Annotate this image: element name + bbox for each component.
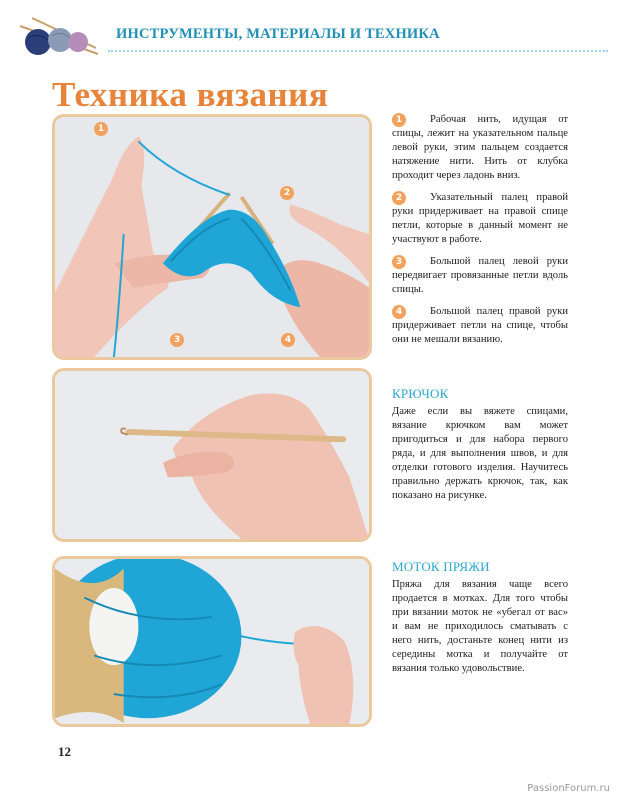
- step-item: [392, 255, 568, 297]
- header-yarn-logo: [12, 8, 102, 58]
- crochet-hook-photo: [52, 368, 372, 542]
- step-item: [392, 191, 568, 247]
- knitting-hands-photo: [52, 114, 372, 360]
- step-number-badge: 4: [392, 305, 406, 319]
- step-item: [392, 113, 568, 183]
- step-text: Рабочая нить, идущая от спицы, лежит на указательном пальце левой руки, этим пальцем создается натяжение нити. Нить от клубка проходит через ладонь вниз.: [392, 114, 568, 181]
- photo-marker-2: 2: [280, 186, 294, 200]
- photo-marker-3: 3: [170, 333, 184, 347]
- crochet-section-title: КРЮЧОК: [392, 386, 449, 401]
- yarn-section-body: Пряжа для вязания чаще всего продается в мотках. Для того чтобы при вязании моток не «убегал от вас» и вам не приходилось сматывать с него нить, достаньте конец нити из середины мотка и получайте от вязания только удовольствие.: [392, 579, 568, 674]
- yarn-section: [392, 559, 568, 676]
- crochet-section: [392, 386, 568, 503]
- step-text: Большой палец левой руки передвигает провязанные петли вдоль спицы.: [392, 256, 568, 295]
- steps-list: [392, 113, 568, 355]
- step-text: Большой палец правой руки придерживает петли на спице, чтобы они не мешали вязанию.: [392, 306, 568, 345]
- step-number-badge: 1: [392, 113, 406, 127]
- step-item: [392, 305, 568, 347]
- crochet-section-body: Даже если вы вяжете спицами, вязание крючком вам может пригодиться и для набора первого ряда, и для выполнения швов, и для отделки готового изделия. Научитесь правильно держать крючок, так, как показано на рисунке.: [392, 406, 568, 501]
- watermark: PassionForum.ru: [527, 783, 610, 794]
- header-section-title: ИНСТРУМЕНТЫ, МАТЕРИАЛЫ И ТЕХНИКА: [116, 26, 440, 42]
- step-number-badge: 3: [392, 255, 406, 269]
- step-number-badge: 2: [392, 191, 406, 205]
- step-text: Указательный палец правой руки придерживает на правой спице петли, которые в данный момент не участвуют в работе.: [392, 192, 568, 245]
- yarn-ball-photo: [52, 556, 372, 727]
- photo-marker-1: 1: [94, 122, 108, 136]
- page-title: Техника вязания: [52, 75, 329, 114]
- yarn-section-title: МОТОК ПРЯЖИ: [392, 559, 490, 574]
- header-divider: [108, 50, 608, 52]
- photo-marker-4: 4: [281, 333, 295, 347]
- page-number: 12: [58, 744, 71, 759]
